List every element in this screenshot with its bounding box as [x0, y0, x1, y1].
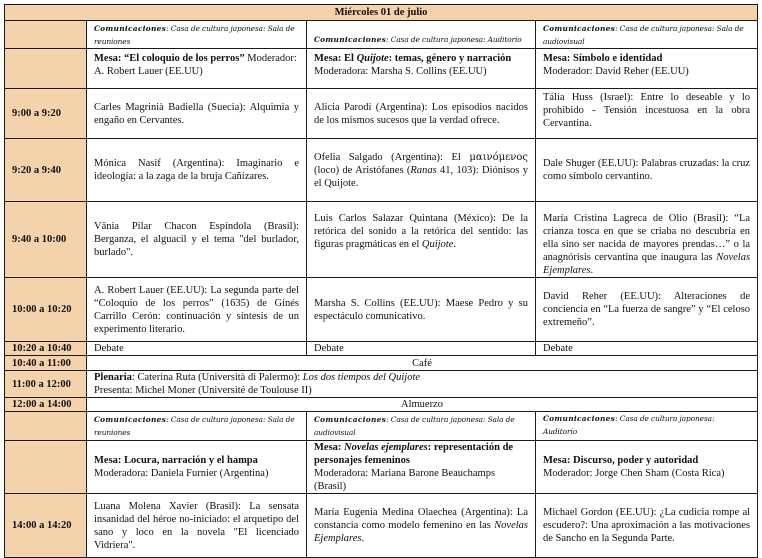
- mesa-row: [5, 441, 758, 494]
- moderator: Moderadora: Mariana Barone Beauchamps (Brasil): [314, 468, 496, 492]
- mesa-title: “El coloquio de los perros”: [124, 52, 245, 64]
- time-cell: 11:00 a 12:00: [5, 371, 87, 398]
- break-label: Café: [87, 356, 758, 371]
- venue-cell: Comunicaciones: Casa de cultura japonesa: Sala de reuniones: [87, 21, 307, 49]
- time-cell: 10:20 a 10:40: [5, 342, 87, 356]
- venue-cell: Comunicaciones: Casa de cultura japonesa: Auditorio: [536, 412, 758, 441]
- debate-cell: Debate: [536, 342, 758, 356]
- time-cell: 9:20 a 9:40: [5, 139, 87, 202]
- time-slot-row: [5, 494, 758, 558]
- time-cell-empty: [5, 412, 87, 441]
- time-cell-empty: [5, 21, 87, 49]
- talk-cell: María Cristina Lagreca de Olio (Brasil): “La crianza tosca en que se criaba no descubría en ella sino ser nacida de mayores prendas…” o la anagnórisis cervantina que inaugura las Novelas Ejemplares.: [536, 202, 758, 278]
- talk-cell: A. Robert Lauer (EE.UU): La segunda parte del “Coloquio de los perros” (1635) de Ginés Carrillo Cerón: continuación y síntesis de un experimento literario.: [87, 278, 307, 342]
- time-cell: 9:40 a 10:00: [5, 202, 87, 278]
- time-cell: 10:40 a 11:00: [5, 356, 87, 371]
- talk-cell: Tália Huss (Israel): Entre lo deseable y lo prohibido - Tensión incestuosa en la obra Cervantina.: [536, 89, 758, 139]
- moderator: David Reher (EE.UU): [592, 65, 689, 77]
- talk-cell: Mónica Nasif (Argentina): Imaginario e ideología: a la zaga de la bruja Cañizares.: [87, 139, 307, 202]
- time-slot-row: [5, 278, 758, 342]
- mesa-cell: Mesa: El Quijote: temas, género y narración Moderadora: Marsha S. Collins (EE.UU): [307, 49, 536, 89]
- moderator: A. Robert Lauer (EE.UU): [94, 65, 203, 77]
- time-cell-empty: [5, 49, 87, 89]
- talk-cell: Carles Magrinià Badiella (Suecia): Alquimia y engaño en Cervantes.: [87, 89, 307, 139]
- mesa-title: Novelas ejemplares: [344, 442, 428, 453]
- time-slot-row: [5, 89, 758, 139]
- moderator: Moderador: Jorge Chen Sham (Costa Rica): [543, 468, 725, 479]
- plenary-cell: Plenaria: Caterina Ruta (Università di Palermo): Los dos tiempos del Quijote Presenta: Michel Moner (Université de Toulouse II): [87, 371, 758, 398]
- time-cell: 9:00 a 9:20: [5, 89, 87, 139]
- venue-cell: Comunicaciones: Casa de cultura japonesa: Sala de audiovisual: [307, 412, 536, 441]
- venue-cell: Comunicaciones: Casa de cultura japonesa: Sala de reuniones: [87, 412, 307, 441]
- talk-cell: Ofelia Salgado (Argentina): El μαινόμενος (loco) de Aristófanes (Ranas 41, 103): Diónisos y el Quijote.: [307, 139, 536, 202]
- break-row: [5, 356, 758, 371]
- time-slot-row: [5, 139, 758, 202]
- mesa-cell: Mesa: Novelas ejemplares: representación de personajes femeninos Moderadora: Mariana Barone Beauchamps (Brasil): [307, 441, 536, 494]
- talk-cell: Alicia Parodi (Argentina): Los episodios nacidos de los mismos sucesos que la verdad ofrece.: [307, 89, 536, 139]
- venue-row: [5, 21, 758, 49]
- schedule-table: [4, 4, 758, 558]
- mesa-cell: Mesa: Discurso, poder y autoridad Moderador: Jorge Chen Sham (Costa Rica): [536, 441, 758, 494]
- talk-cell: Luana Molena Xavier (Brasil): La sensata insanidad del héroe no-iniciado: el arquetipo del sano y loco en la novela "El licenciado Vidriera".: [87, 494, 307, 558]
- mesa-title: Quijote: [356, 52, 389, 64]
- day-title: Miércoles 01 de julio: [5, 5, 758, 21]
- time-slot-row: [5, 342, 758, 356]
- venue-cell: Comunicaciones: Casa de cultura japonesa: Sala de audiovisual: [536, 21, 758, 49]
- moderator: Moderadora: Daniela Furnier (Argentina): [94, 468, 269, 479]
- break-label: Almuerzo: [87, 398, 758, 412]
- venue-row: [5, 412, 758, 441]
- talk-cell: Michael Gordon (EE.UU): ¿La cudicia rompe al escudero?: Una aproximación a las motivaciones de Sancho en la Segunda Parte.: [536, 494, 758, 558]
- talk-cell: David Reher (EE.UU): Alteraciones de conciencia en “La fuerza de sangre” y “El celoso extremeño”.: [536, 278, 758, 342]
- time-cell: 10:00 a 10:20: [5, 278, 87, 342]
- mesa-title: Locura, narración y el hampa: [124, 455, 258, 466]
- venue-cell: Comunicaciones: Casa de cultura japonesa: Auditorio: [307, 21, 536, 49]
- debate-cell: Debate: [307, 342, 536, 356]
- talk-cell: Luis Carlos Salazar Quintana (México): De la retórica del sonido a la retórica del sentido: las figuras pragmáticas en el Quijote.: [307, 202, 536, 278]
- plenary-row: [5, 371, 758, 398]
- mesa-title: Símbolo e identidad: [573, 52, 663, 64]
- time-slot-row: [5, 202, 758, 278]
- debate-cell: Debate: [87, 342, 307, 356]
- talk-cell: Marsha S. Collins (EE.UU): Maese Pedro y su espectáculo comunicativo.: [307, 278, 536, 342]
- mesa-cell: Mesa: Símbolo e identidad Moderador: David Reher (EE.UU): [536, 49, 758, 89]
- mesa-row: [5, 49, 758, 89]
- talk-cell: Vânia Pilar Chacon Espíndola (Brasil): Berganza, el alguacil y el tema "del burlador, burlado".: [87, 202, 307, 278]
- plenary-presenter: Presenta: Michel Moner (Université de Toulouse II): [94, 385, 312, 396]
- mesa-cell: Mesa: Locura, narración y el hampa Moderadora: Daniela Furnier (Argentina): [87, 441, 307, 494]
- time-cell: 12:00 a 14:00: [5, 398, 87, 412]
- break-row: [5, 398, 758, 412]
- day-title-row: [5, 5, 758, 21]
- time-cell-empty: [5, 441, 87, 494]
- mesa-title: Discurso, poder y autoridad: [573, 455, 699, 466]
- moderator: Marsha S. Collins (EE.UU): [368, 65, 487, 77]
- talk-cell: Dale Shuger (EE.UU): Palabras cruzadas: la cruz como símbolo cervantino.: [536, 139, 758, 202]
- plenary-title: Los dos tiempos del Quijote: [302, 372, 421, 383]
- time-cell: 14:00 a 14:20: [5, 494, 87, 558]
- talk-cell: María Eugenia Medina Olaechea (Argentina): La constancia como modelo femenino en las Novelas Ejemplares.: [307, 494, 536, 558]
- mesa-cell: Mesa: “El coloquio de los perros” Moderador: A. Robert Lauer (EE.UU): [87, 49, 307, 89]
